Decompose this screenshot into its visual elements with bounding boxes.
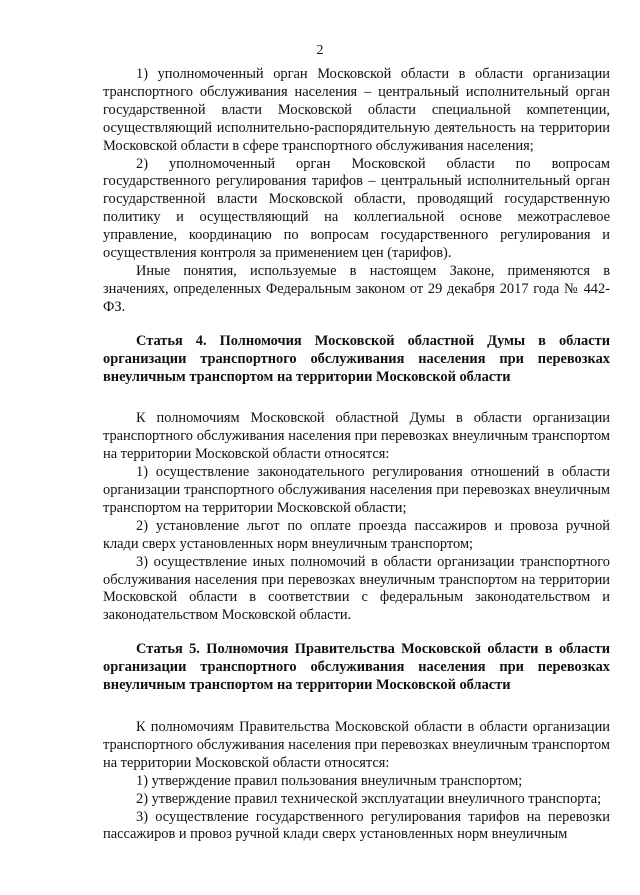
definition-paragraph-1: 1) уполномоченный орган Московской области в области организации транспортного обслуживания населения – центральный исполнительный орган государственной власти Московской области специальной компетенции, осуществляющий исполнительно-распорядительную деятельность на территории Московской области в сфере транспортного обслуживания населения; [103, 66, 610, 154]
article-5-item-1: 1) утверждение правил пользования внеуличным транспортом; [136, 772, 523, 789]
article-5-paragraph-intro: К полномочиям Правительства Московской области в области организации транспортного обслуживания населения при перевозках внеуличным транспортом на территории Московской области относятся: [103, 719, 610, 771]
article-4-item-3: 3) осуществление иных полномочий в области организации транспортного обслуживания населения при перевозках внеуличным транспортом на территории Московской области в соответствии с федеральным законодательством и законодательством Московской области. [103, 553, 610, 624]
article-4-heading: Статья 4. Полномочия Московской областной Думы в области организации транспортного обслуживания населения при перевозках внеуличным транспортом на территории Московской области [103, 332, 610, 385]
article-4-item-1: 1) осуществление законодательного регулирования отношений в области организации транспортного обслуживания населения при перевозках внеуличным транспортом на территории Московской области; [103, 464, 610, 516]
document-body [103, 66, 610, 844]
article-5-item-2: 2) утверждение правил технической эксплуатации внеуличного транспорта; [136, 790, 602, 807]
page-number: 2 [316, 43, 324, 58]
definition-paragraph-2: 2) уполномоченный орган Московской области по вопросам государственного регулирования тарифов – центральный исполнительный орган государственной власти Московской области, проводящий государственную политику и осуществляющий на коллегиальной основе межотраслевое управление, координацию по вопросам государственного регулирования и осуществления контроля за применением цен (тарифов). [103, 155, 610, 262]
article-4-paragraph-intro: К полномочиям Московской областной Думы в области организации транспортного обслуживания населения при перевозках внеуличным транспортом на территории Московской области относятся: [103, 410, 610, 463]
article-5-item-3: 3) осуществление государственного регулирования тарифов на перевозки пассажиров и провоз ручной клади сверх установленных норм внеуличным [103, 808, 610, 843]
definition-paragraph-3: Иные понятия, используемые в настоящем Законе, применяются в значениях, определенных Федеральным законом от 29 декабря 2017 года № 442-ФЗ. [103, 262, 610, 315]
article-4-item-2: 2) установление льгот по оплате проезда пассажиров и провоза ручной клади сверх установленных норм внеуличным транспортом; [103, 517, 610, 552]
article-5-heading: Статья 5. Полномочия Правительства Московской области в области организации транспортного обслуживания населения при перевозках внеуличным транспортом на территории Московской области [103, 641, 610, 694]
